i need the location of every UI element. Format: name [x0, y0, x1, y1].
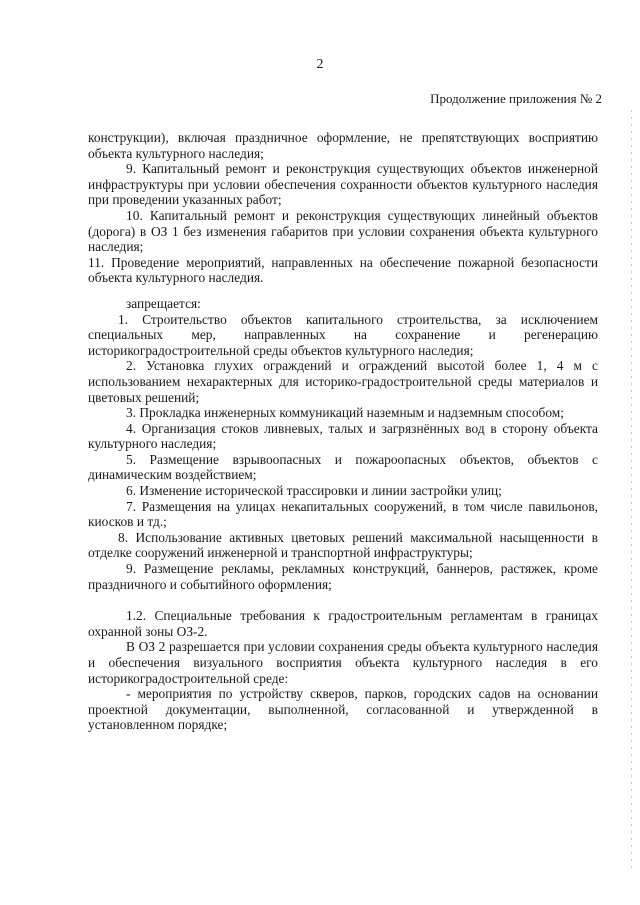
paragraph: 6. Изменение исторической трассировки и линии застройки улиц;	[126, 483, 502, 499]
paragraph: В ОЗ 2 разрешается при условии сохранения среды объекта культурного наследия и обеспечения визуального восприятия объекта культурного наследия в его историкоградостроительной среде:	[88, 639, 598, 686]
paragraph: 5. Размещение взрывоопасных и пожароопасных объектов, объектов с динамическим воздействием;	[88, 451, 598, 483]
section-heading: 1.2. Специальные требования к градостроительным регламентам в границах охранной зоны ОЗ-2.	[88, 608, 598, 639]
document-body	[88, 130, 598, 733]
paragraph: 3. Прокладка инженерных коммуникаций наземным и надземным способом;	[126, 405, 564, 421]
paragraph: 10. Капитальный ремонт и реконструкция существующих линейный объектов (дорога) в ОЗ 1 без изменения габаритов при условии сохранения объекта культурного наследия;	[88, 207, 598, 255]
paragraph: запрещается:	[126, 295, 201, 311]
paragraph: 4. Организация стоков ливневых, талых и загрязнённых вод в сторону объекта культурного наследия;	[88, 420, 598, 452]
paragraph: конструкции), включая праздничное оформление, не препятствующих восприятию объекта культурного наследия;	[88, 130, 598, 161]
continuation-label: Продолжение приложения № 2	[430, 91, 602, 106]
paragraph: 9. Размещение рекламы, рекламных конструкций, баннеров, растяжек, кроме праздничного и событийного оформления;	[88, 561, 598, 592]
paragraph: 1. Строительство объектов капитального строительства, за исключением специальных мер, направленных на сохранение и регенерацию историкоградостроительной среды объектов культурного наследия;	[88, 311, 598, 358]
paragraph: 11. Проведение мероприятий, направленных на обеспечение пожарной безопасности объекта культурного наследия.	[88, 254, 598, 286]
page-number: 2	[316, 57, 324, 72]
paragraph: 7. Размещения на улицах некапитальных сооружений, в том числе павильонов, киосков и тд.;	[88, 498, 598, 530]
paragraph: - мероприятия по устройству скверов, парков, городских садов на основании проектной документации, выполненной, согласованной и утвержденной в установленном порядке;	[88, 686, 598, 733]
paragraph: 8. Использование активных цветовых решений максимальной насыщенности в отделке сооружений инженерной и транспортной инфраструктуры;	[88, 529, 598, 561]
scan-edge-mark	[631, 110, 632, 870]
paragraph: 9. Капитальный ремонт и реконструкция существующих объектов инженерной инфраструктуры при условии обеспечения сохранности объектов культурного наследия при проведении указанных работ;	[88, 161, 598, 208]
paragraph: 2. Установка глухих ограждений и ограждений высотой более 1, 4 м с использованием нехарактерных для историко-градостроительной среды материалов и цветовых решений;	[88, 358, 598, 405]
